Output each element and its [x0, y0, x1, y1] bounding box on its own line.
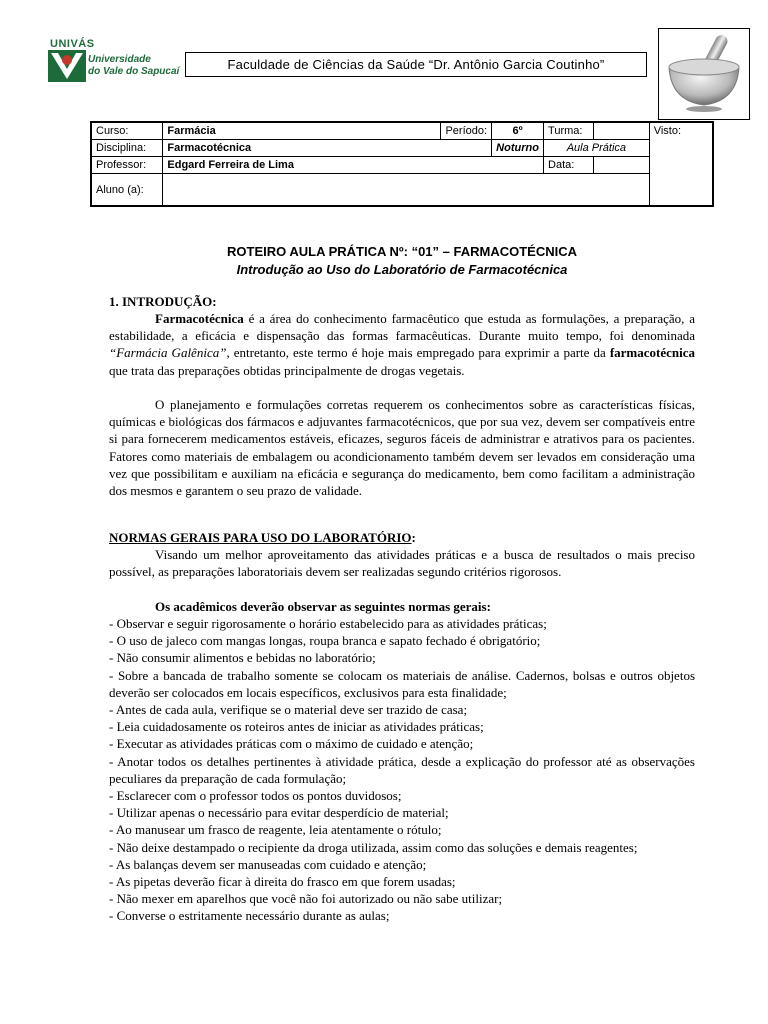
logo-line-2: do Vale do Sapucaí — [88, 66, 180, 77]
table-row — [91, 140, 713, 157]
table-row — [91, 174, 713, 207]
normas-lead — [109, 598, 695, 615]
curso-value: Farmácia — [163, 122, 441, 140]
list-item: - O uso de jaleco com mangas longas, roupa branca e sapato fechado é obrigatório; — [109, 633, 541, 649]
professor-value: Edgard Ferreira de Lima — [163, 157, 544, 174]
turma-value[interactable] — [593, 122, 649, 140]
tipo-aula-value: Aula Prática — [544, 140, 650, 157]
list-item: - Não mexer em aparelhos que você não foi autorizado ou não sabe utilizar; — [109, 891, 503, 907]
term-farmacotecnica-2: farmacotécnica — [609, 345, 695, 361]
normas-heading-colon: : — [411, 530, 416, 545]
normas-heading-text: NORMAS GERAIS PARA USO DO LABORATÓRIO — [109, 530, 412, 545]
periodo-value: 6º — [492, 122, 544, 140]
intro-paragraph-2: O planejamento e formulações corretas requerem os conhecimentos sobre as características físicas, químicas e biológicas dos fármacos e adjuvantes farmacotécnicos, que por sua vez, devem ser compatíveis entre si para fornecerem medicamentos estáveis, eficazes, seguros fáceis de administrar e atrativos para os pacientes. Fatores como materiais de embalagem ou acondicionamento também devem ser levados em consideração uma vez que possibilitam e auxiliam na eficácia e segurança do medicamento, bem como facilitam a administração dos mesmos e garantem o seu prazo de validade. — [109, 397, 695, 499]
page-subtitle: Introdução ao Uso do Laboratório de Farmacotécnica — [236, 262, 568, 277]
visto-cell[interactable] — [649, 122, 713, 206]
list-item: - Não consumir alimentos e bebidas no laboratório; — [109, 650, 376, 666]
disciplina-label: Disciplina: — [91, 140, 163, 157]
aluno-label: Aluno (a): — [91, 174, 163, 207]
turma-label: Turma: — [544, 122, 594, 140]
disciplina-value: Farmacotécnica — [163, 140, 492, 157]
data-label: Data: — [544, 157, 594, 174]
logo-line-1: Universidade — [88, 54, 151, 65]
table-row — [91, 122, 713, 140]
intro-heading — [109, 293, 695, 310]
normas-lead-text: Os acadêmicos deverão observar as seguintes normas gerais: — [155, 599, 491, 614]
term-farmacotecnica: Farmacotécnica — [155, 311, 244, 326]
page-title: ROTEIRO AULA PRÁTICA Nº: “01” – FARMACOTÉCNICA — [227, 244, 577, 259]
intro-heading-text: 1. INTRODUÇÃO: — [109, 294, 217, 309]
list-item: - Utilizar apenas o necessário para evitar desperdício de material; — [109, 805, 449, 821]
faculty-name: Faculdade de Ciências da Saúde “Dr. Antônio Garcia Coutinho” — [185, 52, 647, 77]
mortar-pestle-image — [658, 28, 750, 120]
table-row — [91, 157, 713, 174]
intro-p1-part-b: , entretanto, este termo é hoje mais empregado para exprimir a parte da — [226, 345, 610, 361]
intro-paragraph-1 — [109, 310, 695, 379]
mortar-pestle-icon — [659, 29, 749, 119]
university-logo — [48, 38, 180, 86]
list-item: - Converse o estritamente necessário durante as aulas; — [109, 908, 390, 924]
list-item: - Não deixe destampado o recipiente da droga utilizada, assim como das soluções e demais reagentes; — [109, 839, 638, 855]
list-item: - Ao manusear um frasco de reagente, leia atentamente o rótulo; — [109, 822, 442, 838]
list-item: - Leia cuidadosamente os roteiros antes de iniciar as atividades práticas; — [109, 719, 484, 735]
logo-brand: UNIVÁS — [50, 38, 95, 50]
intro-p1-part-c: que trata das preparações obtidas principalmente de drogas vegetais. — [109, 362, 465, 378]
logo-emblem-icon — [48, 48, 88, 84]
visto-label: Visto: — [653, 125, 681, 137]
turno-value: Noturno — [492, 140, 544, 157]
course-info-table — [90, 121, 714, 207]
list-item: - Observar e seguir rigorosamente o horário estabelecido para as atividades práticas; — [109, 616, 547, 631]
normas-list — [109, 615, 695, 925]
intro-p1-part-a: é a área do conhecimento farmacêutico que estuda as formulações, a preparação, a estabilidade, a eficácia e dispensação das formas farmacêuticas. Durante muito tempo, foi denominada — [109, 311, 695, 344]
data-value[interactable] — [593, 157, 649, 174]
aluno-value[interactable] — [163, 174, 649, 207]
list-item: - Executar as atividades práticas com o máximo de cuidado e atenção; — [109, 736, 474, 752]
curso-label: Curso: — [91, 122, 163, 140]
term-farmacia-galenica: “Farmácia Galênica” — [109, 345, 227, 361]
list-item: - Esclarecer com o professor todos os pontos duvidosos; — [109, 788, 402, 804]
periodo-label: Período: — [441, 122, 492, 140]
list-item: - Antes de cada aula, verifique se o material deve ser trazido de casa; — [109, 702, 468, 718]
normas-heading — [109, 529, 695, 546]
professor-label: Professor: — [91, 157, 163, 174]
logo-university-name — [88, 54, 179, 78]
list-item: - As pipetas deverão ficar à direita do frasco em que forem usadas; — [109, 874, 456, 890]
normas-paragraph: Visando um melhor aproveitamento das atividades práticas e a busca de resultados o mais preciso possível, as preparações laboratoriais devem ser realizadas segundo critérios rigorosos. — [109, 547, 695, 580]
list-item: - Sobre a bancada de trabalho somente se colocam os materiais de análise. Cadernos, bolsas e outros objetos deverão ser colocados em locais específicos, exclusivos para esta finalidade; — [109, 667, 695, 700]
list-item: - As balanças devem ser manuseadas com cuidado e atenção; — [109, 856, 427, 872]
list-item: - Anotar todos os detalhes pertinentes à atividade prática, desde a explicação do professor até as observações peculiares da preparação de cada formulação; — [109, 753, 695, 786]
